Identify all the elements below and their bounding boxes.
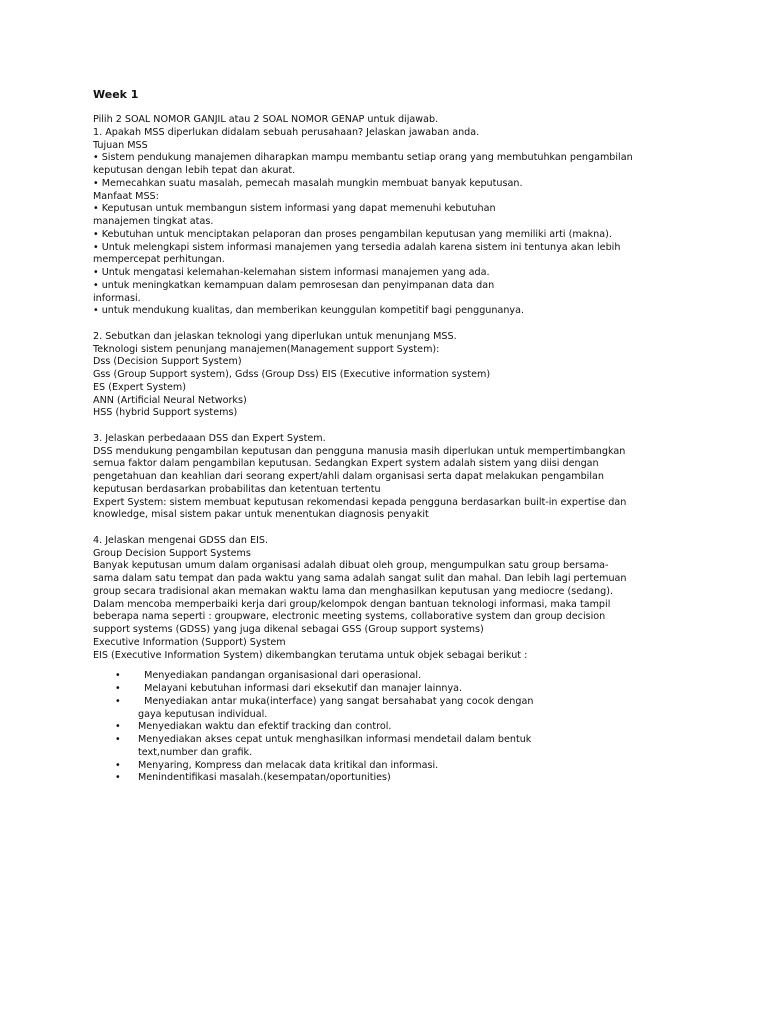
text-line: 4. Jelaskan mengenai GDSS dan EIS.: [93, 534, 269, 546]
text-line: support systems (GDSS) yang juga dikenal sebagai GSS (Group support systems): [93, 624, 484, 635]
text-line: Tujuan MSS: [93, 139, 148, 151]
text-line: Melayani kebutuhan informasi dari eksekutif dan manajer lainnya.: [138, 683, 463, 694]
text-line: 1. Apakah MSS diperlukan didalam sebuah perusahaan? Jelaskan jawaban anda.: [93, 126, 480, 138]
bullet: •: [115, 695, 121, 707]
text-line: manajemen tingkat atas.: [93, 216, 214, 227]
list-item: [93, 683, 683, 696]
text-line: Expert System: sistem membuat keputusan rekomendasi kepada pengguna berdasarkan built-in expertise dan: [93, 496, 627, 508]
text-line: Gss (Group Support system), Gdss (Group Dss) EIS (Executive information system): [93, 369, 491, 380]
text-line: Dalam mencoba memperbaiki kerja dari group/kelompok dengan bantuan teknologi informasi, maka tampil: [93, 598, 611, 610]
text-line: beberapa nama seperti : groupware, electronic meeting systems, collaborative system dan group decision: [93, 611, 606, 623]
text-line: pengetahuan dan keahlian dari seorang expert/ahli dalam organisasi serta dapat melakukan pengambilan: [93, 471, 604, 482]
text-line: • Keputusan untuk membangun sistem informasi yang dapat memenuhi kebutuhan: [93, 203, 496, 215]
text-line: sama dalam satu tempat dan pada waktu yang sama adalah sangat sulit dan mahal. Dan lebih lagi pertemuan: [93, 573, 627, 584]
text-line: ES (Expert System): [93, 381, 186, 393]
text-line: Menyediakan antar muka(interface) yang sangat bersahabat yang cocok dengan: [138, 695, 534, 707]
page-title: Week 1: [93, 88, 139, 101]
instruction-line: Pilih 2 SOAL NOMOR GANJIL atau 2 SOAL NOMOR GENAP untuk dijawab.: [93, 114, 439, 125]
bullet: •: [115, 670, 121, 682]
text-line: knowledge, misal sistem pakar untuk menentukan diagnosis penyakit: [93, 509, 429, 521]
text-line: Banyak keputusan umum dalam organisasi adalah dibuat oleh group, mengumpulkan satu group bersama-: [93, 560, 609, 572]
spacer: [93, 522, 683, 535]
list-item: [93, 734, 683, 760]
eis-objectives-list: [93, 670, 683, 785]
text-line: Menyaring, Kompress dan melacak data kritikal dan informasi.: [138, 759, 439, 771]
text-line: text,number dan grafik.: [138, 746, 253, 758]
text-line: • untuk meningkatkan kemampuan dalam pemrosesan dan penyimpanan data dan: [93, 279, 495, 291]
spacer: [93, 420, 683, 433]
question-4-section: [93, 535, 683, 663]
text-line: keputusan berdasarkan probabilitas dan ketentuan tertentu: [93, 483, 381, 495]
text-line: keputusan dengan lebih tepat dan akurat.: [93, 165, 296, 176]
spacer: [93, 318, 683, 331]
text-line: • untuk mendukung kualitas, dan memberikan keunggulan kompetitif bagi penggunanya.: [93, 305, 525, 317]
bullet: •: [115, 759, 121, 771]
text-line: Dss (Decision Support System): [93, 356, 242, 368]
question-3-section: [93, 433, 683, 522]
bullet: •: [115, 721, 121, 733]
bullet: •: [115, 772, 121, 784]
list-item: [93, 760, 683, 773]
list-item: [93, 670, 683, 683]
question-1-section: [93, 127, 683, 318]
text-line: Menyediakan waktu dan efektif tracking dan control.: [138, 721, 392, 733]
text-line: • Untuk mengatasi kelemahan-kelemahan sistem informasi manajemen yang ada.: [93, 267, 490, 278]
text-line: 2. Sebutkan dan jelaskan teknologi yang diperlukan untuk menunjang MSS.: [93, 330, 457, 342]
text-line: Teknologi sistem penunjang manajemen(Management support System):: [93, 343, 440, 355]
list-item: [93, 772, 683, 785]
text-line: group secara tradisional akan memakan waktu lama dan menghasilkan keputusan yang mediocre (sedang).: [93, 585, 614, 597]
question-2-section: [93, 331, 683, 420]
text-line: informasi.: [93, 292, 141, 304]
text-line: Menindentifikasi masalah.(kesempatan/oportunities): [138, 772, 391, 784]
bullet: •: [115, 734, 121, 745]
text-line: • Untuk melengkapi sistem informasi manajemen yang tersedia adalah karena sistem ini tentunya akan lebih: [93, 241, 621, 253]
text-line: • Memecahkan suatu masalah, pemecah masalah mungkin membuat banyak keputusan.: [93, 177, 523, 189]
list-item: [93, 696, 683, 722]
text-line: gaya keputusan individual.: [138, 708, 268, 720]
text-line: EIS (Executive Information System) dikembangkan terutama untuk objek sebagai berikut :: [93, 649, 528, 661]
text-line: • Sistem pendukung manajemen diharapkan mampu membantu setiap orang yang membutuhkan pengambilan: [93, 152, 633, 164]
text-line: ANN (Artificial Neural Networks): [93, 394, 247, 406]
text-line: Menyediakan akses cepat untuk menghasilkan informasi mendetail dalam bentuk: [138, 734, 532, 745]
document-page: [93, 88, 683, 785]
text-line: 3. Jelaskan perbedaaan DSS dan Expert System.: [93, 432, 326, 444]
text-line: Group Decision Support Systems: [93, 547, 251, 559]
text-line: HSS (hybrid Support systems): [93, 407, 238, 419]
list-item: [93, 721, 683, 734]
text-line: semua faktor dalam pengambilan keputusan. Sedangkan Expert system adalah sistem yang diisi dengan: [93, 458, 599, 470]
text-line: Menyediakan pandangan organisasional dari operasional.: [138, 670, 422, 682]
text-line: • Kebutuhan untuk menciptakan pelaporan dan proses pengambilan keputusan yang memiliki arti (makna).: [93, 228, 612, 240]
text-line: Manfaat MSS:: [93, 190, 159, 202]
text-line: mempercepat perhitungan.: [93, 254, 225, 266]
text-line: DSS mendukung pengambilan keputusan dan pengguna manusia masih diperlukan untuk mempertimbangkan: [93, 445, 626, 457]
text-line: Executive Information (Support) System: [93, 636, 286, 648]
bullet: •: [115, 683, 121, 694]
